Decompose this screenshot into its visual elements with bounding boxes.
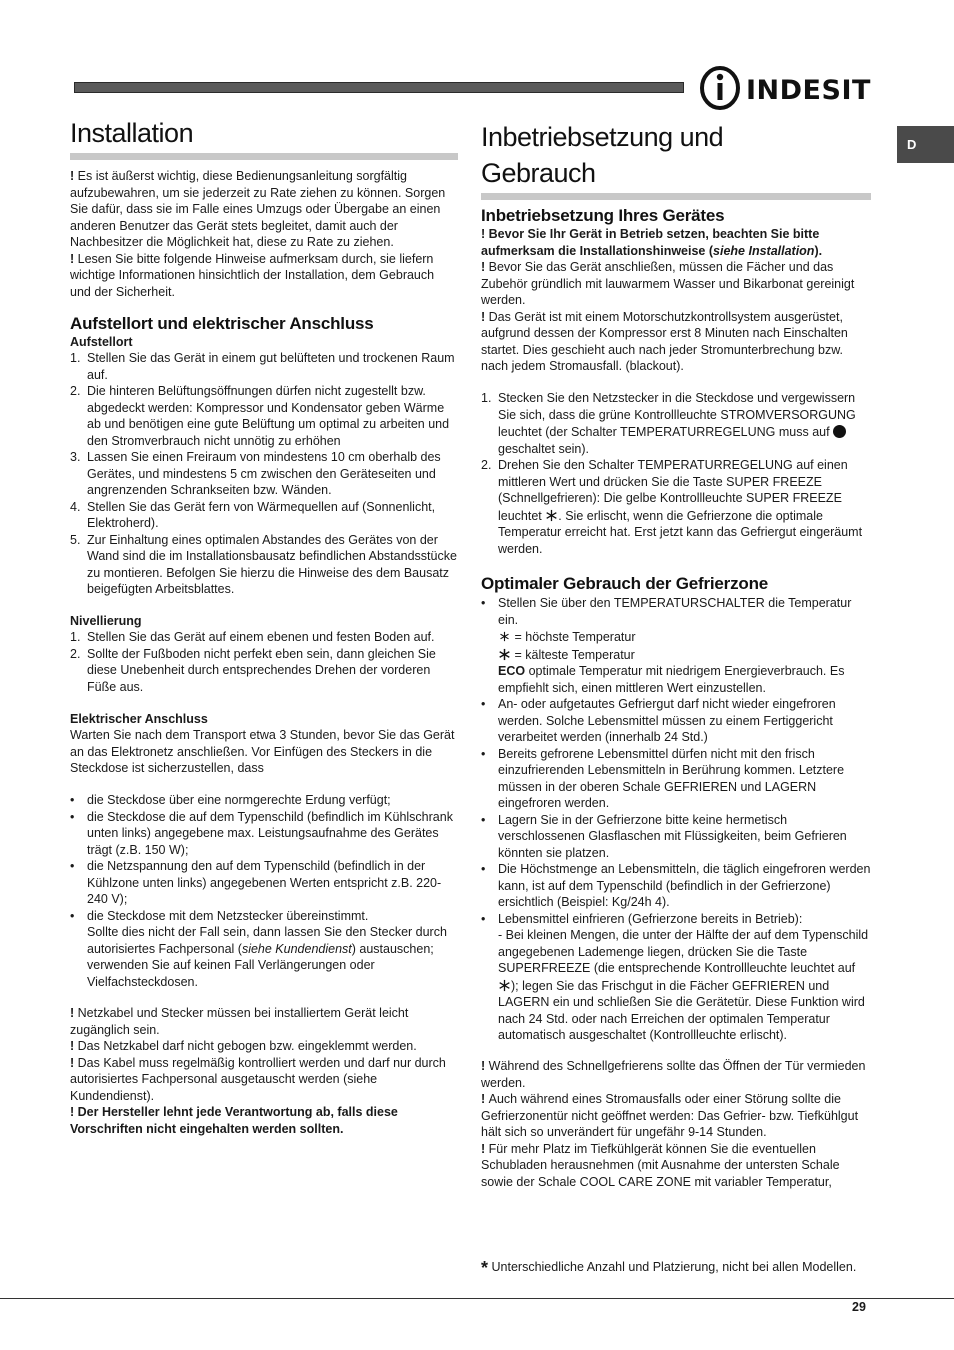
bold-notice: ! Bevor Sie Ihr Gerät in Betrieb setzen, beachten Sie bitte aufmerksam die Installationshinweise (siehe Installation). <box>481 227 823 258</box>
list-item: • Lebensmittel einfrieren (Gefrierzone bereits in Betrieb): - Bei kleinen Mengen, die unter der Hälfte der auf dem Typenschild angegebenen Lademenge liegen, drücken Sie die Taste SUPERFREEZE (die entsprechende Kontrollleuchte leuchtet auf ); legen Sie das Frischgut in die Fächer GEFRIEREN und LAGERN ein und schließen Sie die Gerätetür. Diese Funktion wird nach 24 Std. oder nach Erreichen der optimalen Temperatur automatisch ausgeschaltet (Kontrollleuchte erlischt). <box>481 911 869 1042</box>
subheading-aufstellort: Aufstellort <box>70 335 133 349</box>
intro-block <box>70 168 458 300</box>
footer-rule <box>0 1298 954 1299</box>
list-item: • Die Höchstmenge an Lebensmitteln, die täglich eingefroren werden kann, ist auf dem Typenschild (befindlich in der Gefrierzone) ersichtlich (Beispiel: Kg/24h 4). <box>481 862 871 909</box>
intro-paragraph-2: ! Lesen Sie bitte folgende Hinweise aufmerksam durch, sie liefern wichtige Informationen hinsichtlich der Installation, dem Gebrauch und der Sicherheit. <box>70 251 435 299</box>
warning-2: ! Das Netzkabel darf nicht gebogen bzw. eingeklemmt werden. <box>70 1039 417 1053</box>
indesit-logo <box>698 66 876 110</box>
title-rule <box>481 193 871 200</box>
list-item: • Bereits gefrorene Lebensmittel dürfen nicht mit den frisch einzufrierenden Lebensmitteln in Berührung kommen. Letztere müssen in der oberen Schale GEFRIEREN und LAGERN eingefroren werden. <box>481 746 845 810</box>
warning-3: ! Das Kabel muss regelmäßig kontrolliert werden und darf nur durch autorisiertes Fachpersonal ausgetauscht werden (siehe Kundendienst). <box>70 1055 446 1103</box>
list-item: • die Netzspannung den auf dem Typenschild (befindlich in der Kühlzone unten links) angegebenen Werten entspricht z.B. 220-240 V); <box>70 859 442 906</box>
section-heading: Aufstellort und elektrischer Anschluss <box>70 314 374 333</box>
warning-2: ! Auch während eines Stromausfalls oder einer Störung sollte die Gefrierzonentür nicht geöffnet werden: Das Gefrier- bzw. Tiefkühlgut hält sich so unverändert für ungefähr 9-14 Stunden. <box>481 1092 859 1139</box>
list-item: 1. Stellen Sie das Gerät auf einem ebenen und festen Boden auf. <box>70 630 435 644</box>
anschluss-bullets <box>70 792 458 990</box>
list-item: • die Steckdose mit dem Netzstecker übereinstimmt. Sollte dies nicht der Fall sein, dann lassen Sie den Stecker durch autorisiertes Fachpersonal (siehe Kundendienst) austauschen; verwenden Sie auf keinen Fall Verlängerungen oder Vielfachsteckdosen. <box>70 908 447 989</box>
anschluss-intro: Warten Sie nach dem Transport etwa 3 Stunden, bevor Sie das Gerät an das Elektronetz anschließen. Vor Einfügen des Steckers in die Steckdose ist sicherzustellen, dass <box>70 728 455 775</box>
list-item: 1. Stecken Sie den Netzstecker in die Steckdose und vergewissern Sie sich, dass die grüne Kontrollleuchte STROMVERSORGUNG leuchtet (der Schalter TEMPERATURREGELUNG muss auf geschaltet sein). <box>481 391 856 456</box>
list-item: 4. Stellen Sie das Gerät fern von Wärmequellen auf (Sonnenlicht, Elektroherd). <box>70 499 436 530</box>
freezer-warnings <box>481 1058 871 1190</box>
list-item: 2. Die hinteren Belüftungsöffnungen dürfen nicht zugestellt bzw. abgedeckt werden: Kompressor und Kondensator geben Wärme ab und benötigen eine gute Belüftung um optimal zu arbeiten und den Stromverbrauch nicht unnötig zu erhöhen <box>70 384 450 448</box>
notice-clean: ! Bevor Sie das Gerät anschließen, müssen die Fächer und das Zubehör gründlich mit lauwarmem Wasser und Bikarbonat gereinigt werden. <box>481 260 855 307</box>
list-item: 2. Sollte der Fußboden nicht perfekt eben sein, dann gleichen Sie diese Unebenheit durch entsprechendes Drehen der vorderen Füße aus. <box>70 646 436 694</box>
header-rule <box>74 82 684 93</box>
page-title-installation: Installation <box>70 118 194 148</box>
section-heading: Inbetriebsetzung Ihres Gerätes <box>481 206 725 225</box>
section-heading: Optimaler Gebrauch der Gefrierzone <box>481 574 769 593</box>
list-item: • die Steckdose die auf dem Typenschild (befindlich im Kühlschrank unten links) angegebene max. Leistungsaufnahme des Gerätes trägt (z.B. 150 W); <box>70 809 453 857</box>
list-item: 3. Lassen Sie einen Freiraum von mindestens 10 cm oberhalb des Gerätes, und mindestens 5 cm zwischen den Geräteseiten und angrenzenden Schrankseiten bzw. Wänden. <box>70 450 441 497</box>
nivellierung-section <box>70 613 458 695</box>
warning-3: ! Für mehr Platz im Tiefkühlgerät können Sie die eventuellen Schubladen herausnehmen (mit Ausnahme der untersten Schale sowie der Schale COOL CARE ZONE mit variabler Temperatur, <box>481 1141 840 1189</box>
language-tab: D <box>897 126 954 163</box>
subheading-nivellierung: Nivellierung <box>70 614 142 628</box>
page-number: 29 <box>852 1300 866 1314</box>
list-item: 5. Zur Einhaltung eines optimalen Abstandes des Gerätes von der Wand sind die im Installationsbausatz befindlichen Abstandsstücke zu montieren. Befolgen Sie hierzu die Hinweise des dem Bausatz beigefügten Arbeitsblattes. <box>70 532 457 596</box>
notice-motor: ! Das Gerät ist mit einem Motorschutzkontrollsystem ausgerüstet, aufgrund dessen der Kompressor erst 8 Minuten nach Einschalten startet. Dies geschieht auch nach jeder Stromunterbrechung bzw. nach jedem Stromausfall. (blackout). <box>481 309 848 373</box>
nivellierung-list <box>70 629 458 695</box>
snowflake-large-icon <box>498 648 511 661</box>
gefrierzone-bullets <box>481 595 871 1044</box>
warning-1: ! Netzkabel und Stecker müssen bei installiertem Gerät leicht zugänglich sein. <box>70 1006 409 1037</box>
warning-4: ! Der Hersteller lehnt jede Verantwortung ab, falls diese Vorschriften nicht eingehalten werden sollten. <box>70 1105 398 1136</box>
aufstellort-list <box>70 350 458 598</box>
off-position-icon <box>833 425 846 438</box>
list-item: • die Steckdose über eine normgerechte Erdung verfügt; <box>70 793 391 807</box>
subheading-anschluss: Elektrischer Anschluss <box>70 712 208 726</box>
snowflake-icon <box>545 509 558 522</box>
page-title-inbetriebsetzung: Inbetriebsetzung und Gebrauch <box>481 122 724 188</box>
anschluss-section <box>70 711 458 777</box>
aufstellort-section <box>70 314 458 598</box>
warnings-block <box>70 1005 458 1137</box>
start-steps <box>481 390 871 557</box>
snowflake-icon <box>498 630 511 643</box>
svg-text:INDESIT: INDESIT <box>746 75 871 106</box>
list-item: 2. Drehen Sie den Schalter TEMPERATURREGELUNG auf einen mittleren Wert und drücken Sie die Taste SUPER FREEZE (Schnellgefrieren): Die gelbe Kontrollleuchte SUPER FREEZE leuchtet . Sie erlischt, wenn die Gefrierzone die optimale Temperatur erreicht hat. Erst jetzt kann das Gefriergut eingeräumt werden. <box>481 458 863 556</box>
title-rule <box>70 153 458 160</box>
list-item: • Stellen Sie über den TEMPERATURSCHALTER die Temperatur ein. = höchste Temperatur = kälteste Temperatur ECO optimale Temperatur mit niedrigem Energieverbrauch. Es empfiehlt sich, einen mittleren Wert einzustellen. <box>481 596 852 695</box>
warning-1: ! Während des Schnellgefrierens sollte das Öffnen der Tür vermieden werden. <box>481 1059 866 1090</box>
gefrierzone-section <box>481 574 871 594</box>
list-item: • Lagern Sie in der Gefrierzone bitte keine hermetisch verschlossenen Glasflaschen mit Flüssigkeiten, beim Gefrieren könnten sie platzen. <box>481 812 847 860</box>
footnote: * Unterschiedliche Anzahl und Platzierung, nicht bei allen Modellen. <box>481 1258 857 1278</box>
snowflake-icon <box>498 979 511 992</box>
inbetriebsetzung-section <box>481 206 871 375</box>
list-item: 1. Stellen Sie das Gerät in einem gut belüfteten und trockenen Raum auf. <box>70 351 455 382</box>
intro-paragraph-1: ! Es ist äußerst wichtig, diese Bedienungsanleitung sorgfältig aufzubewahren, um sie jederzeit zu Rate ziehen zu können. Sorgen Sie dafür, dass sie im Falle eines Umzugs oder Übergabe an einen anderen Benutzer das Gerät stets begleitet, damit auch der Nachbesitzer die Möglichkeit hat, diese zu Rate zu ziehen. <box>70 169 446 249</box>
list-item: • An- oder aufgetautes Gefriergut darf nicht wieder eingefroren werden. Solche Lebensmittel müssen zu einem Fertiggericht verarbeitet werden (innerhalb 24 Std.) <box>481 697 836 744</box>
